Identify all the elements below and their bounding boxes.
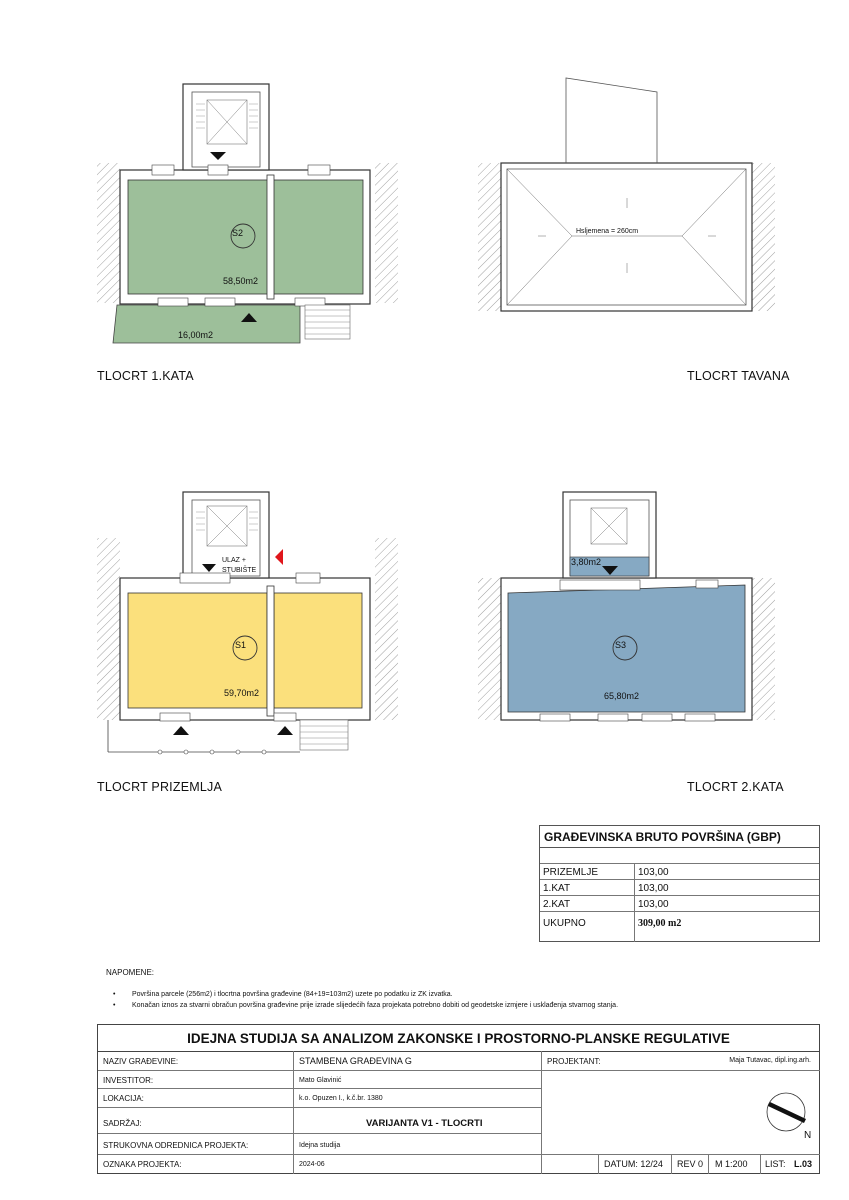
plan-ground-floor	[97, 492, 398, 754]
plan-attic	[478, 78, 775, 311]
lokacija-value: k.o. Opuzen I., k.č.br. 1380	[299, 1095, 383, 1102]
oznaka-label: OZNAKA PROJEKTA:	[103, 1160, 182, 1169]
sadrzaj-label: SADRŽAJ:	[103, 1119, 142, 1128]
gbp-row-1kat: 1.KAT 103,00	[540, 880, 819, 896]
area-label-s1: 59,70m2	[224, 688, 260, 698]
gbp-spacer-row	[540, 848, 819, 864]
projektant-label: PROJEKTANT:	[547, 1057, 601, 1066]
area-label-s2: 58,50m2	[223, 276, 259, 286]
investitor-value: Mato Glavinić	[299, 1077, 342, 1084]
datum: DATUM: 12/24	[604, 1159, 663, 1169]
plan-first-floor	[97, 84, 398, 343]
entry-note-line1: ULAZ +	[222, 557, 246, 564]
zone-label-s2: S2	[232, 228, 244, 238]
sadrzaj-value: VARIJANTA V1 - TLOCRTI	[366, 1118, 483, 1129]
area-label-s3: 65,80m2	[604, 691, 640, 701]
revision: REV 0	[677, 1159, 704, 1169]
strukovna-label: STRUKOVNA ODREDNICA PROJEKTA:	[103, 1141, 249, 1150]
gbp-table	[539, 825, 820, 942]
note-bullet-1: •	[113, 991, 116, 998]
notes-heading: NAPOMENE:	[106, 968, 155, 977]
gbp-row-prizemlje: PRIZEMLJE 103,00	[540, 864, 819, 880]
zone-label-s3: S3	[615, 640, 627, 650]
plan-title-attic: TLOCRT TAVANA	[687, 369, 790, 383]
list-value: L.03	[794, 1159, 813, 1169]
oznaka-value: 2024-06	[299, 1161, 325, 1168]
plan-title-first-floor: TLOCRT 1.KATA	[97, 369, 194, 383]
stair-area-label-s3: 3,80m2	[571, 557, 602, 567]
scale: M 1:200	[715, 1159, 748, 1169]
note-item-1: Površina parcele (256m2) i tlocrtna površina građevine (84+19=103m2) uzete po podatku iz ZK izvatka.	[132, 991, 453, 998]
ridge-height-note: Hsljemena = 260cm	[576, 228, 639, 235]
entry-note-line2: STUBIŠTE	[222, 567, 257, 574]
lokacija-label: LOKACIJA:	[103, 1094, 144, 1103]
gbp-row-2kat: 2.KAT 103,00	[540, 896, 819, 912]
title-block	[97, 1024, 820, 1174]
plan-second-floor	[478, 492, 775, 721]
entry-marker-icon	[275, 549, 283, 565]
strukovna-value: Idejna studija	[299, 1142, 341, 1149]
naziv-value: STAMBENA GRAĐEVINA G	[299, 1056, 412, 1066]
gbp-divider	[634, 864, 635, 942]
note-bullet-2: •	[113, 1002, 116, 1009]
note-item-2: Konačan iznos za stvarni obračun površina građevine prije izrade slijedećih faza projekata potrebno dobiti od geodetske izmjere i usklađenja stvarnog stanja.	[132, 1002, 619, 1009]
projektant-value: Maja Tutavac, dipl.ing.arh.	[729, 1057, 811, 1064]
terrace-area-label: 16,00m2	[178, 330, 214, 340]
plan-title-ground-floor: TLOCRT PRIZEMLJA	[97, 780, 222, 794]
gbp-row-ukupno: UKUPNO 309,00 m2	[543, 918, 682, 929]
investitor-label: INVESTITOR:	[103, 1076, 154, 1085]
gbp-title: GRAĐEVINSKA BRUTO POVRŠINA (GBP)	[540, 826, 819, 848]
list-label: LIST:	[765, 1159, 786, 1169]
naziv-label: NAZIV GRAĐEVINE:	[103, 1057, 179, 1066]
project-title: IDEJNA STUDIJA SA ANALIZOM ZAKONSKE I PROSTORNO-PLANSKE REGULATIVE	[98, 1025, 819, 1052]
north-label: N	[804, 1130, 812, 1141]
plan-title-second-floor: TLOCRT 2.KATA	[687, 780, 784, 794]
zone-label-s1: S1	[235, 640, 247, 650]
